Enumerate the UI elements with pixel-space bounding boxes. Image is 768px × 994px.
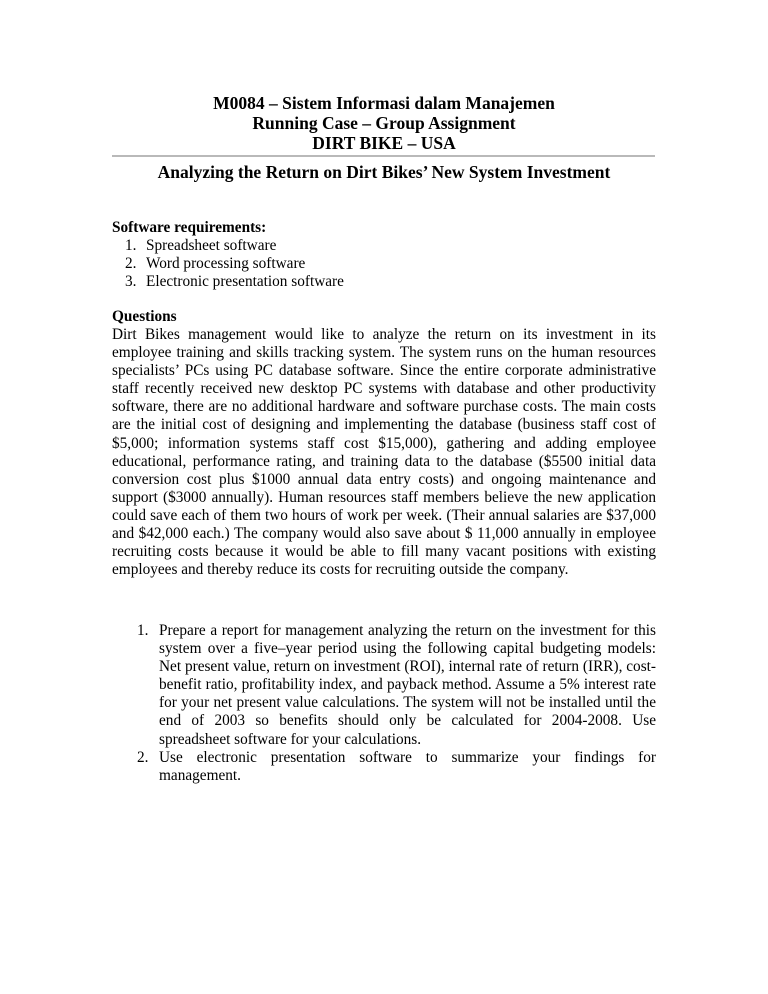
list-text: Use electronic presentation software to summarize your findings for management.: [159, 748, 656, 784]
list-text: Word processing software: [146, 255, 306, 273]
list-number: 3.: [125, 273, 137, 291]
software-requirements-heading: Software requirements:: [112, 219, 267, 236]
list-item: [112, 237, 656, 255]
list-number: 2.: [125, 255, 137, 273]
list-item: [112, 273, 656, 291]
list-text: Electronic presentation software: [146, 273, 344, 291]
list-text: Prepare a report for management analyzing the return on the investment for this system over a five–year period using the following capital budgeting models: Net present value, return on investment (ROI), internal rate of return (IRR), cost-benefit ratio, profitability index, and payback method. Assume a 5% interest rate for your net present value calculations. The system will not be installed until the end of 2003 so benefits should only be calculated for 2004-2008. Use spreadsheet software for your calculations.: [159, 622, 656, 748]
list-text: Spreadsheet software: [146, 237, 277, 254]
list-number: 1.: [137, 622, 149, 639]
document-header: [0, 93, 768, 153]
list-item: [112, 749, 656, 785]
list-item: [112, 622, 656, 749]
course-title: M0084 – Sistem Informasi dalam Manajemen: [213, 93, 555, 113]
list-item: [112, 255, 656, 273]
case-title: DIRT BIKE – USA: [312, 133, 456, 153]
document-subtitle: Analyzing the Return on Dirt Bikes’ New System Investment: [157, 162, 611, 182]
task-list: [112, 622, 656, 785]
questions-paragraph: Dirt Bikes management would like to analyze the return on its investment in its employee training and skills tracking system. The system runs on the human resources specialists’ PCs using PC database software. Since the entire corporate administrative staff recently received new desktop PC systems with database and other productivity software, there are no additional hardware and software purchase costs. The main costs are the initial cost of designing and implementing the database (business staff cost of $5,000; information systems staff cost $15,000), gathering and adding employee educational, performance rating, and training data to the database ($5500 initial data conversion cost plus $1000 annual data entry costs) and ongoing maintenance and support ($3000 annually). Human resources staff members believe the new application could save each of them two hours of work per week. (Their annual salaries are $37,000 and $42,000 each.) The company would also save about $ 11,000 annually in employee recruiting costs because it would be able to fill many vacant positions with existing employees and thereby reduce its costs for recruiting outside the company.: [112, 326, 656, 579]
list-number: 2.: [137, 748, 149, 766]
questions-heading: Questions: [112, 308, 177, 325]
software-requirements-list: [112, 237, 656, 291]
header-divider: [112, 155, 655, 157]
list-number: 1.: [125, 237, 137, 254]
assignment-title: Running Case – Group Assignment: [252, 113, 516, 133]
